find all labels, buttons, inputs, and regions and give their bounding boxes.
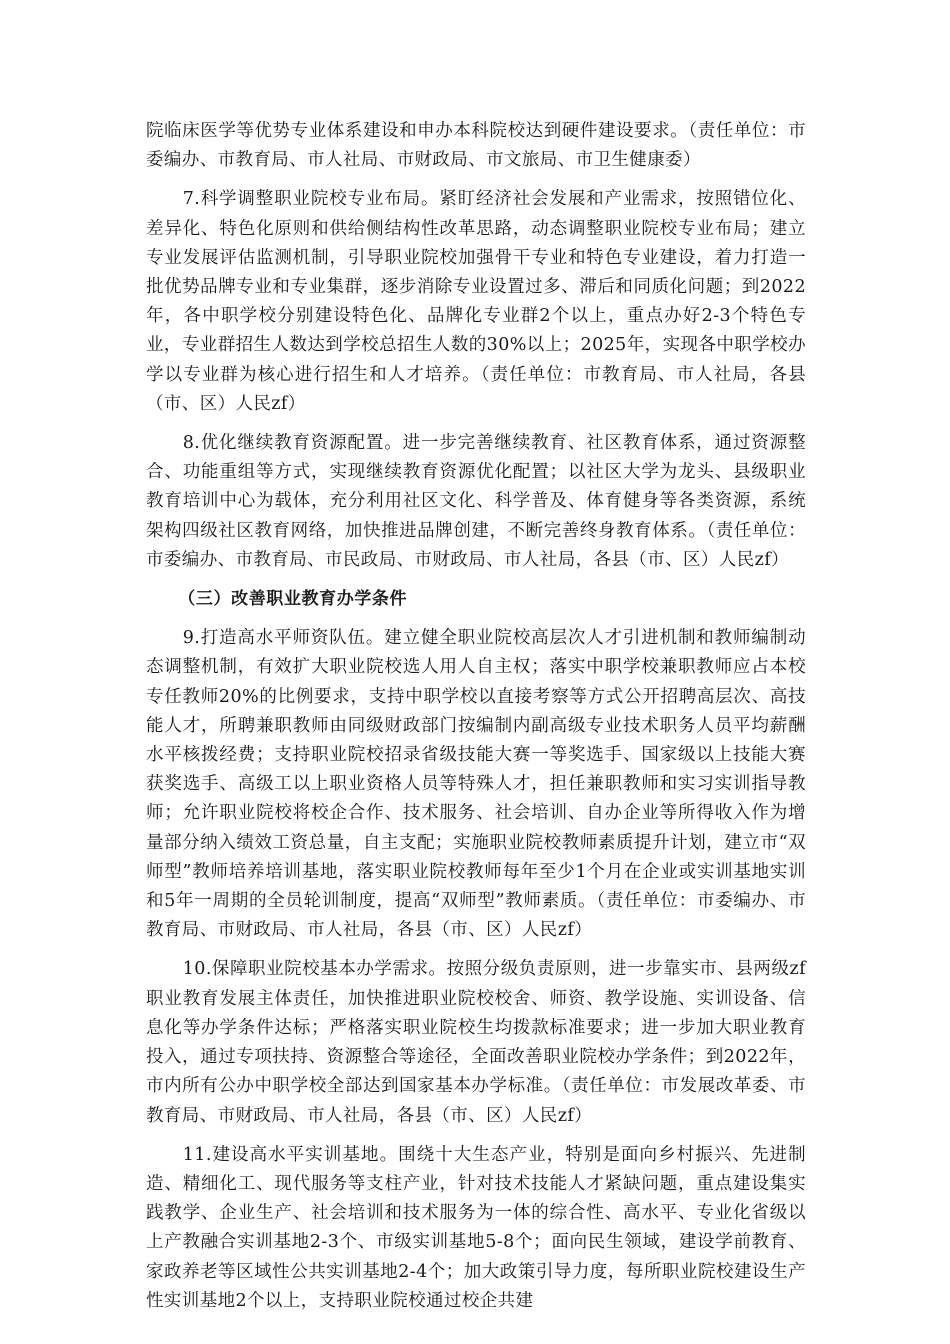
section-heading: （三）改善职业教育办学条件 — [178, 589, 408, 610]
paragraph-item-9: 9.打造高水平师资队伍。建立健全职业院校高层次人才引进机制和教师编制动态调整机制，有效扩大职业院校选人用人自主权；落实中职学校兼职教师应占本校专任教师20%的比例要求，支持中职学校以直接考察等方式公开招聘高层次、高技能人才，所聘兼职教师由同级财政部门按编制内副高级专业技术职务人员平均薪酬水平核拨经费；支持职业院校招录省级技能大赛一等奖选手、国家级以上技能大赛获奖选手、高级工以上职业资格人员等特殊人才，担任兼职教师和实习实训指导教师；允许职业院校将校企合作、技术服务、社会培训、自办企业等所得收入作为增量部分纳入绩效工资总量，自主支配；实施职业院校教师素质提升计划，建立市“双师型”教师培养培训基地，落实职业院校教师每年至少1个月在企业或实训基地实训和5年一周期的全员轮训制度，提高“双师型”教师素质。（责任单位：市委编办、市教育局、市财政局、市人社局，各县（市、区）人民zf） — [146, 628, 806, 941]
paragraph-continuation: 院临床医学等优势专业体系建设和申办本科院校达到硬件建设要求。（责任单位：市委编办、市教育局、市人社局、市财政局、市文旅局、市卫生健康委） — [146, 121, 806, 171]
document-page — [146, 117, 806, 1326]
paragraph-item-11: 11.建设高水平实训基地。围绕十大生态产业，特别是面向乡村振兴、先进制造、精细化工、现代服务等支柱产业，针对技术技能人才紧缺问题，重点建设集实践教学、企业生产、社会培训和技术服务为一体的综合性、高水平、专业化省级以上产教融合实训基地2-3个、市级实训基地5-8个；面向民生领域，建设学前教育、家政养老等区域性公共实训基地2-4个；加大政策引导力度，每所职业院校建设生产性实训基地2个以上，支持职业院校通过校企共建 — [146, 1144, 806, 1311]
paragraph-item-8: 8.优化继续教育资源配置。进一步完善继续教育、社区教育体系，通过资源整合、功能重组等方式，实现继续教育资源优化配置；以社区大学为龙头、县级职业教育培训中心为载体，充分利用社区文化、科学普及、体育健身等各类资源，系统架构四级社区教育网络，加快推进品牌创建，不断完善终身教育体系。（责任单位：市委编办、市教育局、市民政局、市财政局、市人社局，各县（市、区）人民zf） — [146, 433, 806, 570]
paragraph-item-10: 10.保障职业院校基本办学需求。按照分级负责原则，进一步靠实市、县两级zf职业教育发展主体责任，加快推进职业院校校舍、师资、教学设施、实训设备、信息化等办学条件达标；严格落实职业院校生均拨款标准要求；进一步加大职业教育投入，通过专项扶持、资源整合等途径，全面改善职业院校办学条件；到2022年，市内所有公办中职学校全部达到国家基本办学标准。（责任单位：市发展改革委、市教育局、市财政局、市人社局，各县（市、区）人民zf） — [146, 959, 806, 1126]
paragraph-item-7: 7.科学调整职业院校专业布局。紧盯经济社会发展和产业需求，按照错位化、差异化、特色化原则和供给侧结构性改革思路，动态调整职业院校专业布局；建立专业发展评估监测机制，引导职业院校加强骨干专业和特色专业建设，着力打造一批优势品牌专业和专业集群，逐步消除专业设置过多、滞后和同质化问题；到2022年，各中职学校分别建设特色化、品牌化专业群2个以上，重点办好2-3个特色专业，专业群招生人数达到学校总招生人数的30%以上；2025年，实现各中职学校办学以专业群为核心进行招生和人才培养。（责任单位：市教育局、市人社局，各县（市、区）人民zf） — [146, 189, 806, 414]
